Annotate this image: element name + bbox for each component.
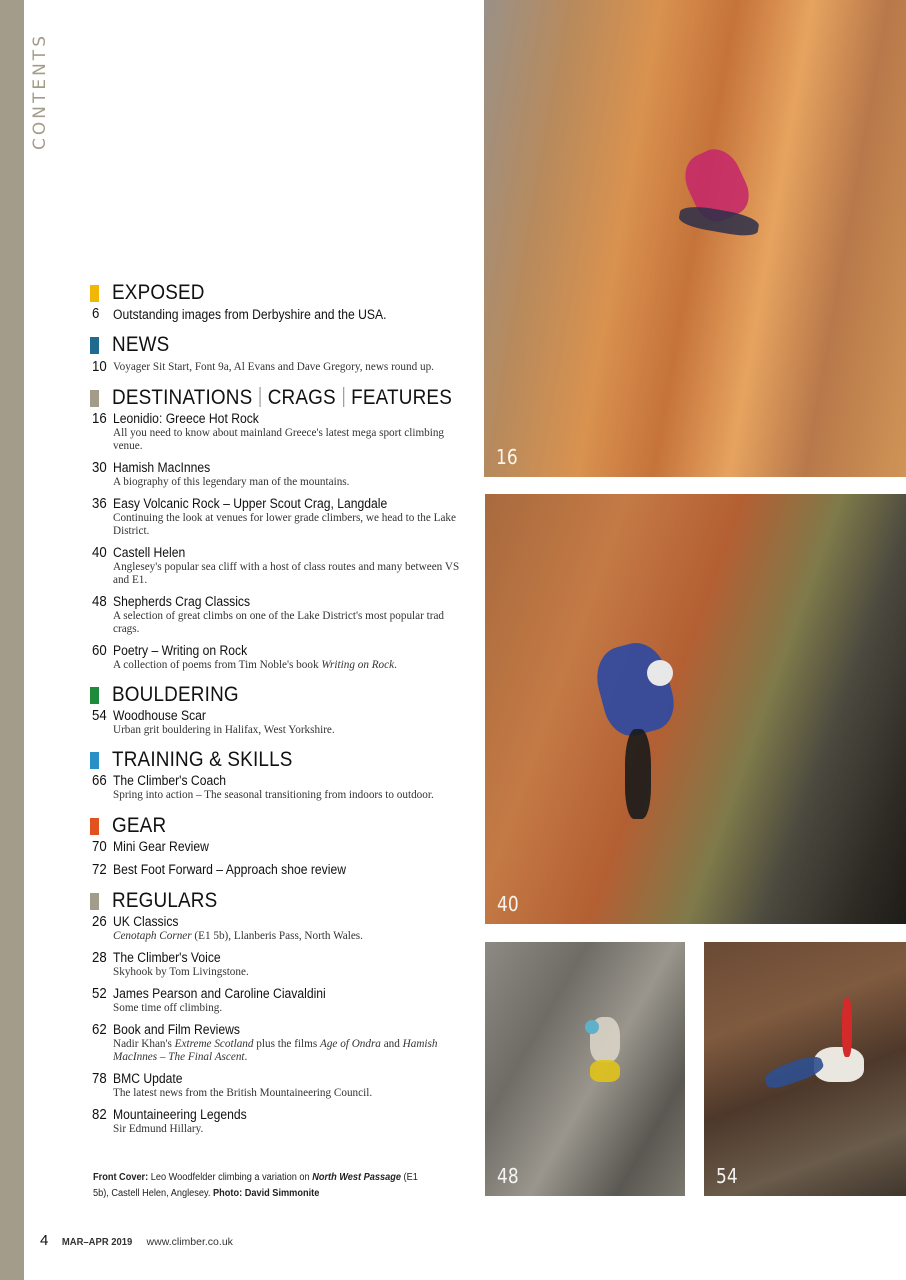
entry-title: Book and Film Reviews	[113, 1022, 240, 1037]
climber-helmet	[647, 660, 673, 686]
page-number: 48	[92, 593, 107, 610]
section-gear	[90, 814, 172, 838]
route-name: Cenotaph Corner	[113, 930, 192, 942]
desc-text: .	[244, 1051, 248, 1063]
entry-title: Mountaineering Legends	[113, 1107, 247, 1122]
page-number: 16	[92, 410, 107, 427]
section-regulars	[90, 889, 229, 913]
entry-title: The Climber's Coach	[113, 773, 227, 788]
climber-legs	[762, 1052, 825, 1091]
section-training	[90, 748, 313, 772]
entry-description	[113, 1038, 463, 1064]
issue-date: MAR–APR 2019	[62, 1236, 133, 1248]
route-name: North West Passage	[312, 1172, 401, 1183]
page-number: 54	[92, 707, 107, 724]
desc-text: (E1 5b), Llanberis Pass, North Wales.	[191, 930, 363, 942]
book-title: Writing on Rock	[321, 659, 395, 671]
entry-title: Outstanding images from Derbyshire and the USA.	[113, 307, 387, 322]
entry-description: Anglesey's popular sea cliff with a host of class routes and many between VS and E1.	[113, 561, 460, 586]
photo-castell-helen[interactable]	[485, 494, 906, 924]
page-footer	[40, 1232, 233, 1249]
entry-description: Some time off climbing.	[113, 1002, 223, 1014]
page-number: 66	[92, 772, 107, 789]
section-destinations	[90, 386, 490, 410]
photo-page-label: 48	[497, 1164, 519, 1188]
section-news	[90, 333, 176, 357]
page-number: 10	[92, 358, 107, 375]
regulars-marker	[90, 893, 99, 910]
contents-sidebar	[0, 0, 24, 1280]
entry-title: Hamish MacInnes	[113, 460, 211, 475]
page-number: 26	[92, 913, 107, 930]
page-number: 70	[92, 838, 107, 855]
section-exposed	[90, 281, 215, 305]
section-title	[112, 386, 452, 410]
title-destinations: DESTINATIONS	[112, 386, 253, 409]
section-title: TRAINING & SKILLS	[112, 748, 293, 771]
photo-page-label: 54	[716, 1164, 738, 1188]
exposed-marker	[90, 285, 99, 302]
film-title: Hamish MacInnes – The Final Ascent	[113, 1038, 438, 1063]
entry-description	[113, 930, 463, 943]
photo-woodhouse-scar[interactable]	[704, 942, 906, 1196]
desc-text: and	[380, 1038, 403, 1050]
page-number: 82	[92, 1106, 107, 1123]
entry-description: Urban grit bouldering in Halifax, West Yorkshire.	[113, 724, 335, 736]
title-crags: CRAGS	[267, 386, 336, 409]
page-number: 60	[92, 642, 107, 659]
front-cover-caption	[93, 1170, 424, 1202]
section-title: BOULDERING	[112, 683, 239, 706]
entry-title: The Climber's Voice	[113, 950, 221, 965]
desc-text: .	[394, 659, 397, 671]
destinations-marker	[90, 390, 99, 407]
entry-title: BMC Update	[113, 1071, 183, 1086]
section-bouldering	[90, 683, 253, 707]
page-number: 28	[92, 949, 107, 966]
entry-description	[113, 659, 463, 672]
entry-description: Skyhook by Tom Livingstone.	[113, 966, 249, 978]
entry-description: Spring into action – The seasonal transitioning from indoors to outdoor.	[113, 789, 434, 801]
entry-title: Castell Helen	[113, 545, 186, 560]
climber-legs	[590, 1060, 620, 1082]
climber-helmet	[585, 1020, 599, 1034]
news-marker	[90, 337, 99, 354]
photo-page-label: 16	[496, 445, 518, 469]
section-title: REGULARS	[112, 889, 218, 912]
photo-leonidio[interactable]	[484, 0, 906, 477]
climber-figure	[590, 636, 681, 741]
entry-description: Continuing the look at venues for lower grade climbers, we head to the Lake District.	[113, 512, 456, 537]
entry-description: All you need to know about mainland Greece's latest mega sport climbing venue.	[113, 427, 445, 452]
film-title: Age of Ondra	[320, 1038, 381, 1050]
contents-label: CONTENTS	[30, 33, 50, 150]
section-title: NEWS	[112, 333, 170, 356]
climber-legs	[625, 729, 651, 819]
desc-text: plus the films	[253, 1038, 320, 1050]
climber-arm	[842, 997, 852, 1057]
page-number: 6	[92, 305, 100, 322]
page-number: 30	[92, 459, 107, 476]
title-features: FEATURES	[351, 386, 453, 409]
training-marker	[90, 752, 99, 769]
page-number: 4	[40, 1232, 49, 1249]
book-title: Extreme Scotland	[174, 1038, 254, 1050]
gear-marker	[90, 818, 99, 835]
caption-prefix: Front Cover:	[93, 1172, 149, 1183]
photo-shepherds-crag[interactable]	[485, 942, 685, 1196]
section-title: EXPOSED	[112, 281, 205, 304]
entry-title: Shepherds Crag Classics	[113, 594, 251, 609]
entry-description: Sir Edmund Hillary.	[113, 1123, 204, 1135]
entry-description: The latest news from the British Mountaineering Council.	[113, 1087, 373, 1099]
website-link[interactable]: www.climber.co.uk	[146, 1236, 233, 1248]
entry-title: Easy Volcanic Rock – Upper Scout Crag, Langdale	[113, 496, 388, 511]
page-number: 40	[92, 544, 107, 561]
page-number: 62	[92, 1021, 107, 1038]
page-number: 36	[92, 495, 107, 512]
page-number: 78	[92, 1070, 107, 1087]
entry-title: James Pearson and Caroline Ciavaldini	[113, 986, 326, 1001]
photo-credit: Photo: David Simmonite	[213, 1188, 320, 1199]
desc-text: Nadir Khan's	[113, 1038, 175, 1050]
entry-title: Poetry – Writing on Rock	[113, 643, 248, 658]
page-number: 72	[92, 861, 107, 878]
entry-description: A biography of this legendary man of the mountains.	[113, 476, 350, 488]
caption-text: (E1 5b), Castell Helen, Anglesey.	[93, 1172, 418, 1199]
entry-description: Voyager Sit Start, Font 9a, Al Evans and Dave Gregory, news round up.	[113, 361, 434, 373]
entry-title: UK Classics	[113, 914, 179, 929]
section-title: GEAR	[112, 814, 167, 837]
desc-text: A collection of poems from Tim Noble's book	[113, 659, 322, 671]
entry-title: Leonidio: Greece Hot Rock	[113, 411, 259, 426]
title-separator	[260, 387, 261, 407]
caption-text: Leo Woodfelder climbing a variation on	[148, 1172, 313, 1183]
entry-title: Mini Gear Review	[113, 839, 209, 854]
page-number: 52	[92, 985, 107, 1002]
entry-title: Best Foot Forward – Approach shoe review	[113, 862, 347, 877]
entry-description: A selection of great climbs on one of the Lake District's most popular trad crags.	[113, 610, 445, 635]
bouldering-marker	[90, 687, 99, 704]
title-separator	[343, 387, 344, 407]
photo-page-label: 40	[497, 892, 519, 916]
entry-title: Woodhouse Scar	[113, 708, 206, 723]
